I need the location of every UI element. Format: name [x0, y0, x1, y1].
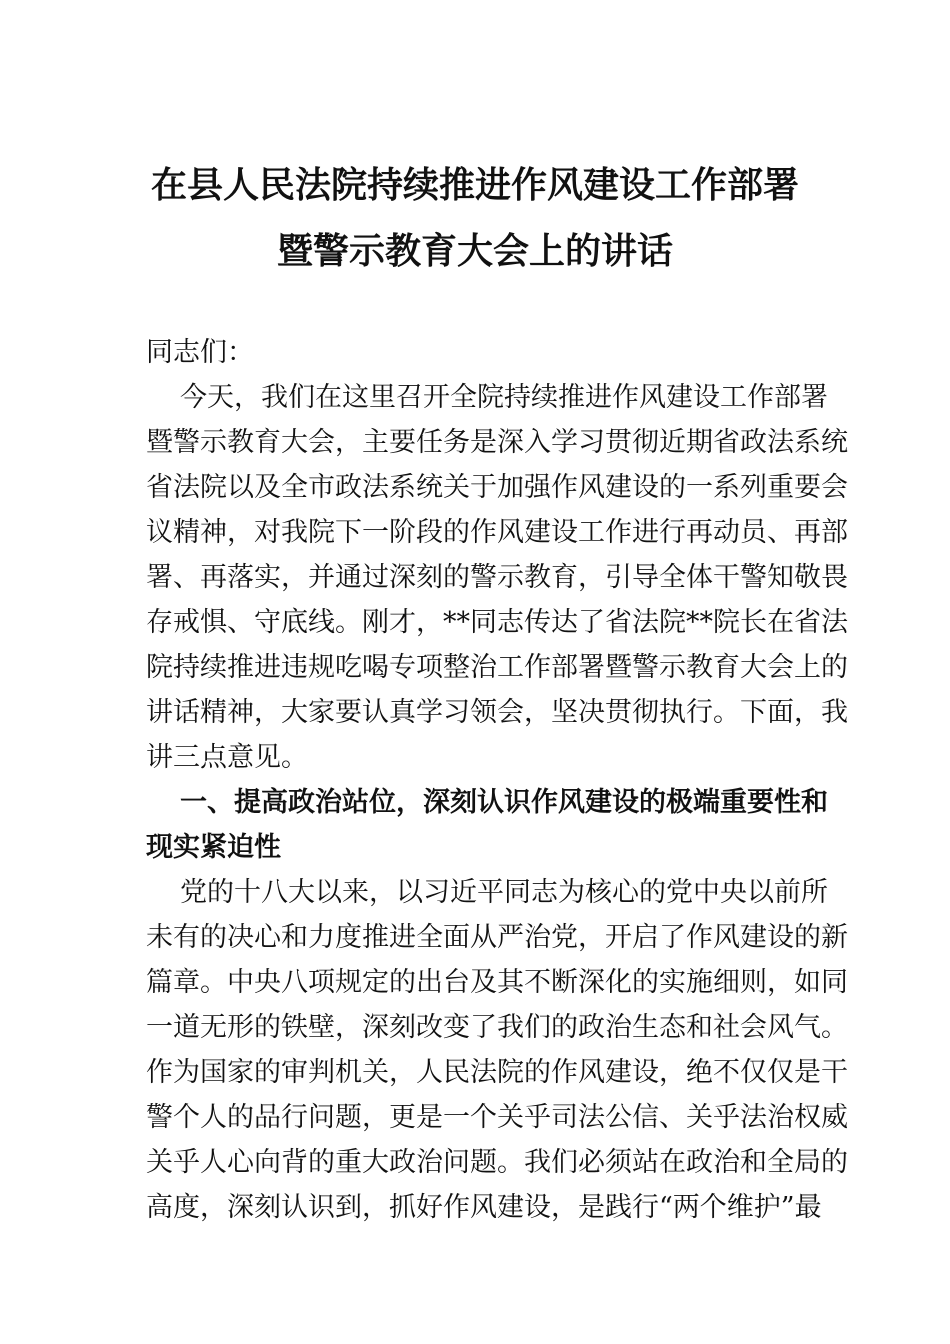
- heading-line: 一、提高政治站位，深刻认识作风建设的极端重要性和: [180, 787, 828, 818]
- text-line: 议精神，对我院下一阶段的作风建设工作进行再动员、再部: [146, 517, 848, 548]
- text-line: 高度，深刻认识到，抓好作风建设，是践行“两个维护”最: [146, 1192, 822, 1223]
- text-line: 署、再落实，并通过深刻的警示教育，引导全体干警知敬畏: [146, 562, 848, 593]
- salutation: 同志们：: [146, 337, 254, 368]
- document-title-line-1: 在县人民法院持续推进作风建设工作部署: [150, 165, 799, 206]
- document-title-line-2: 暨警示教育大会上的讲话: [276, 231, 673, 272]
- text-line: 今天，我们在这里召开全院持续推进作风建设工作部署: [180, 382, 828, 413]
- text-line: 作为国家的审判机关，人民法院的作风建设，绝不仅仅是干: [146, 1057, 848, 1088]
- text-line: 讲三点意见。: [146, 742, 308, 773]
- text-line: 暨警示教育大会，主要任务是深入学习贯彻近期省政法系统: [146, 427, 848, 458]
- document-body: [146, 330, 848, 1230]
- section-heading-1: [146, 780, 828, 870]
- text-line: 一道无形的铁壁，深刻改变了我们的政治生态和社会风气。: [146, 1012, 848, 1043]
- text-line: 省法院以及全市政法系统关于加强作风建设的一系列重要会: [146, 472, 848, 503]
- text-line: 警个人的品行问题，更是一个关乎司法公信、关乎法治权威: [146, 1102, 848, 1133]
- paragraph-1: [146, 375, 848, 780]
- heading-line: 现实紧迫性: [146, 832, 281, 863]
- text-line: 未有的决心和力度推进全面从严治党，开启了作风建设的新: [146, 922, 848, 953]
- text-line: 关乎人心向背的重大政治问题。我们必须站在政治和全局的: [146, 1147, 848, 1178]
- text-line: 篇章。中央八项规定的出台及其不断深化的实施细则，如同: [146, 967, 848, 998]
- text-line: 讲话精神，大家要认真学习领会，坚决贯彻执行。下面，我: [146, 697, 848, 728]
- text-line: 存戒惧、守底线。刚才，**同志传达了省法院**院长在省法: [146, 607, 848, 638]
- text-line: 院持续推进违规吃喝专项整治工作部署暨警示教育大会上的: [146, 652, 848, 683]
- text-line: 党的十八大以来，以习近平同志为核心的党中央以前所: [180, 877, 828, 908]
- paragraph-2: [146, 870, 848, 1230]
